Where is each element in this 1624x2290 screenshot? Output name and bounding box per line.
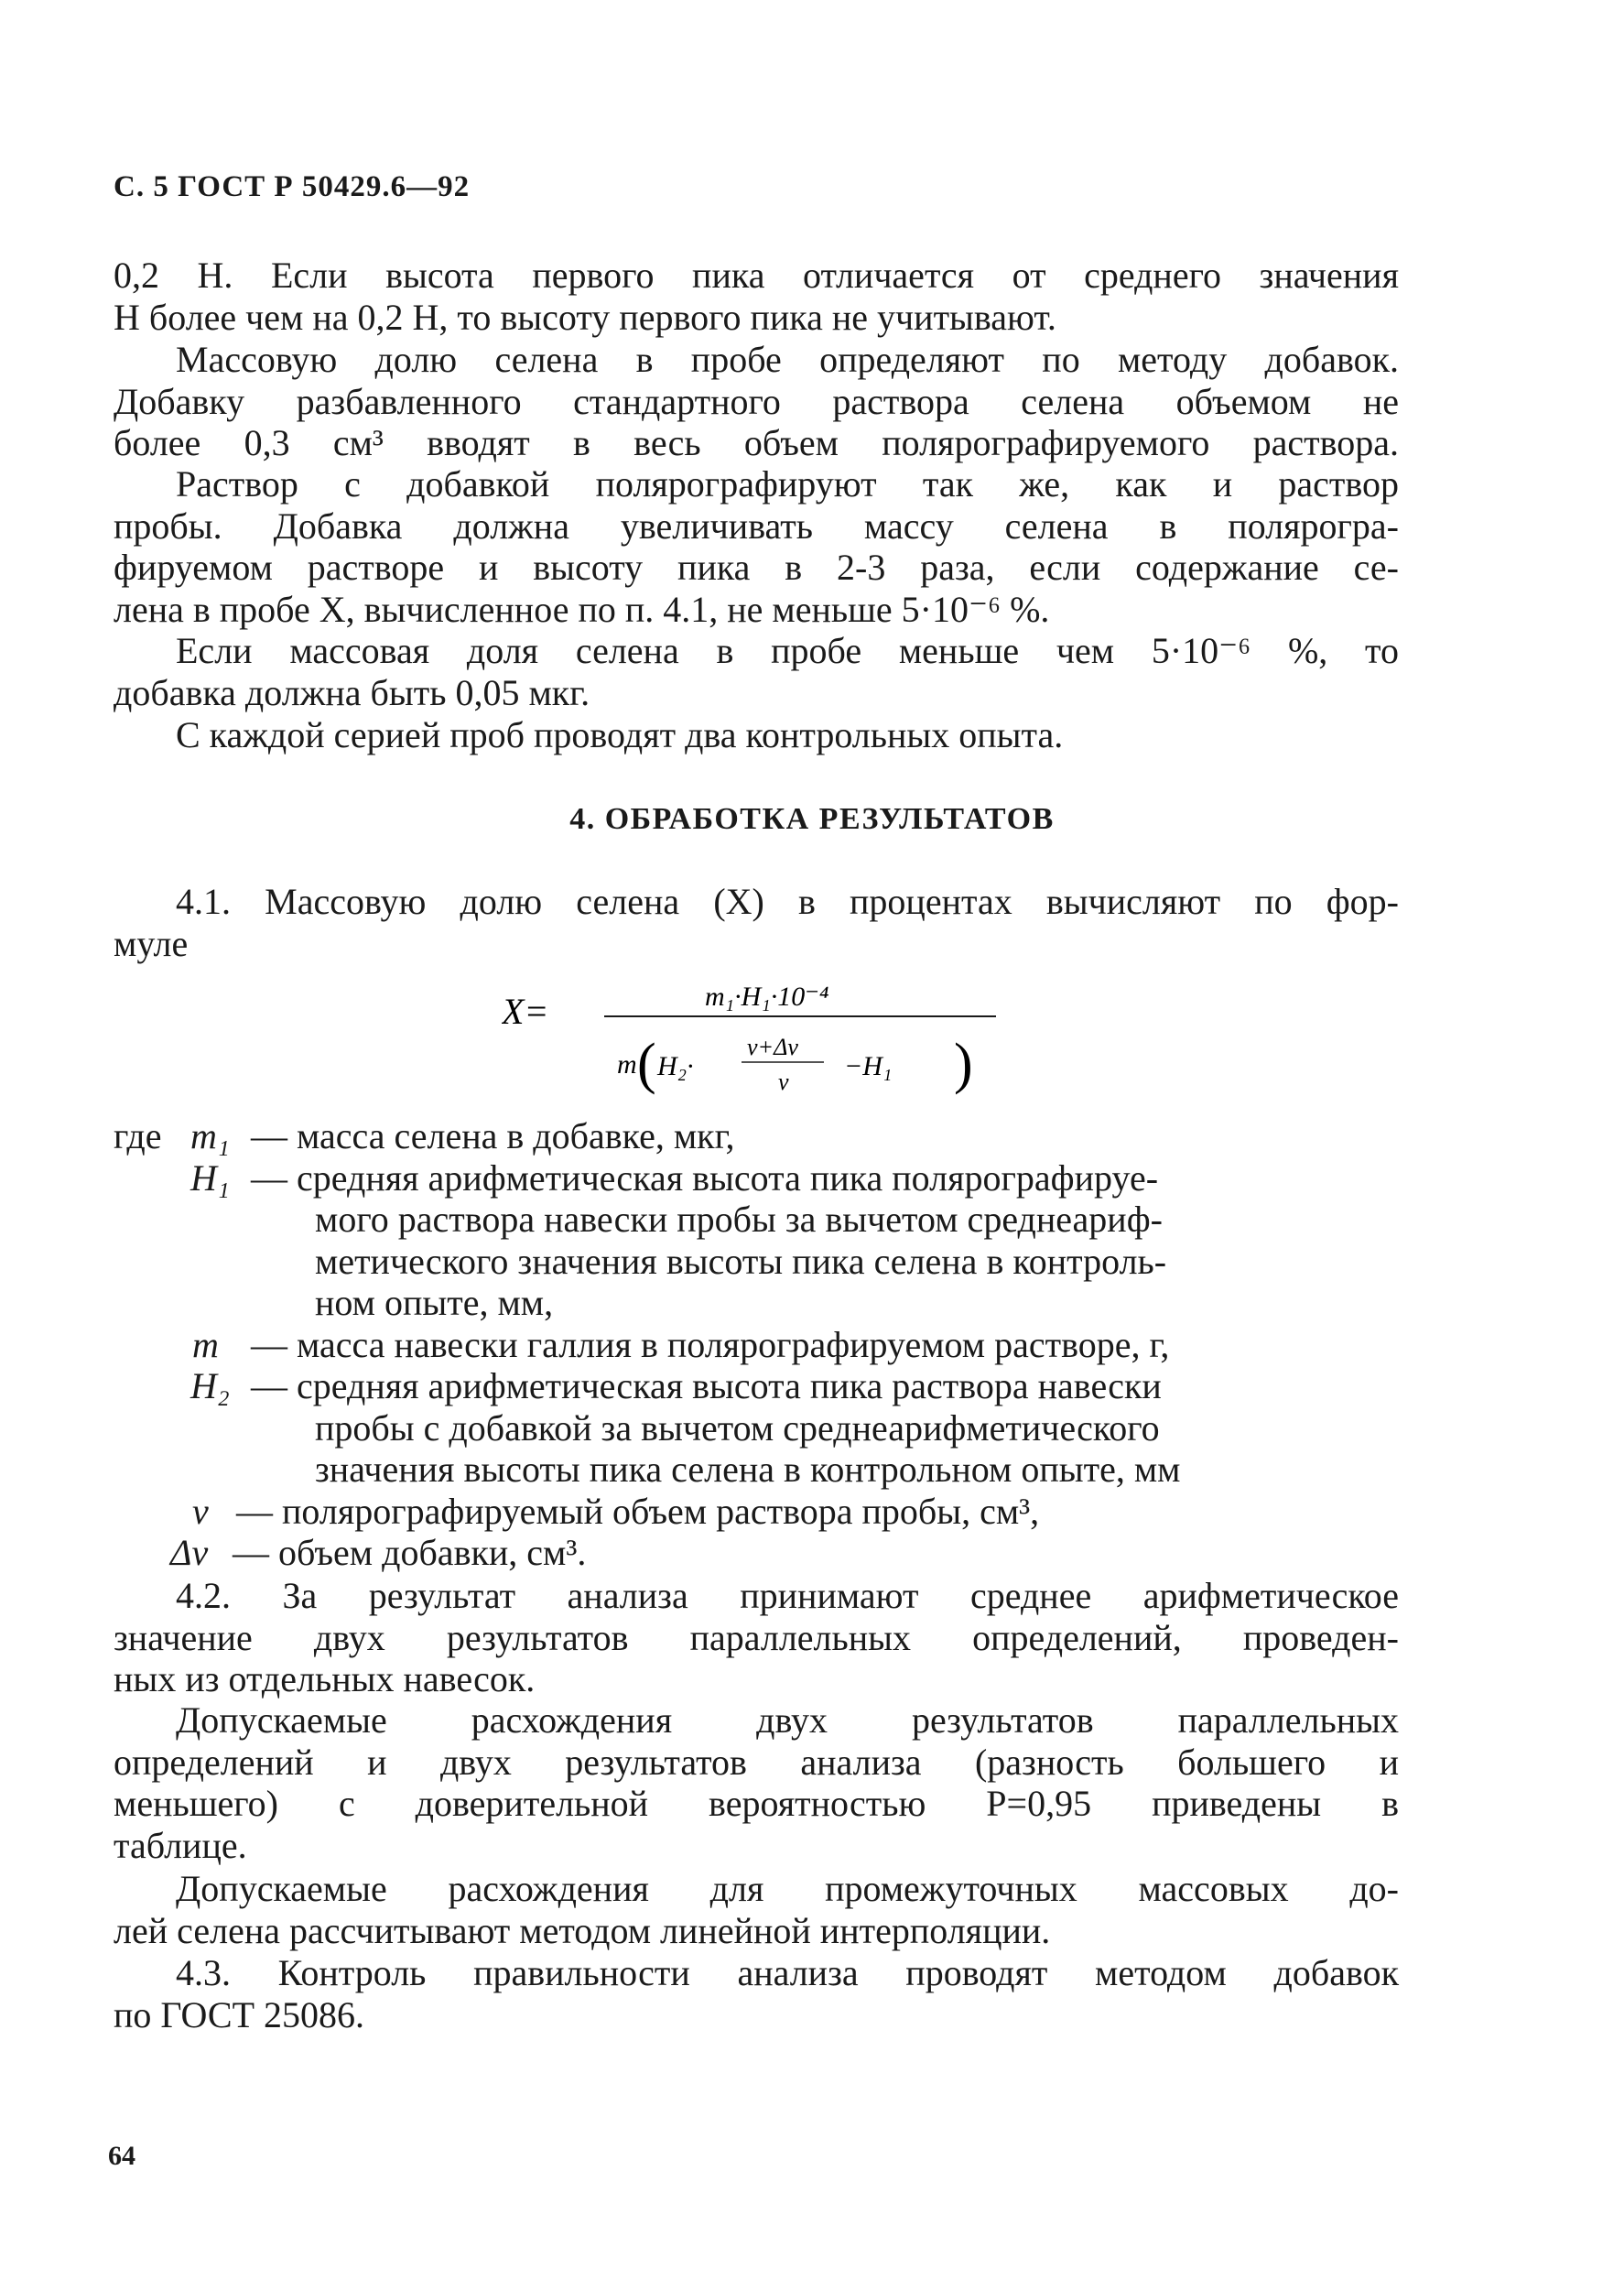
formula-numerator: m₁·H₁·10⁻⁴: [705, 982, 829, 1012]
definition-text: пробы с добавкой за вычетом среднеарифметического: [315, 1406, 1160, 1449]
text-line: H более чем на 0,2 H, то высоту первого пика не учитывают.: [114, 296, 1056, 338]
definition-row: [114, 1115, 1413, 1157]
definition-text: метического значения высоты пика селена в контроль-: [315, 1240, 1167, 1282]
formula-inner-numerator: v+Δv: [747, 1034, 798, 1060]
formula-den-minus: −H₁: [844, 1051, 893, 1081]
definition-text: значения высоты пика селена в контрольном опыте, мм: [315, 1449, 1181, 1490]
definition-text: — масса селена в добавке, мкг,: [251, 1115, 735, 1156]
definition-symbol: Δv: [170, 1532, 209, 1573]
text-line: Если массовая доля селена в пробе меньше чем 5·10⁻⁶ %, то: [176, 630, 1399, 671]
text-line: ных из отдельных навесок.: [114, 1658, 536, 1699]
paragraph-tolerances: [114, 1699, 1399, 1866]
paragraph-low-selenium: [114, 630, 1399, 713]
text-line: муле: [114, 922, 189, 964]
definition-symbol: H₁: [190, 1156, 230, 1199]
definition-row: [114, 1157, 1413, 1324]
definition-text: — полярографируемый объем раствора пробы, см³,: [236, 1490, 1040, 1532]
text-line: С каждой серией проб проводят два контрольных опыта.: [176, 714, 1064, 755]
definition-text: мого раствора навески пробы за вычетом среднеариф-: [315, 1199, 1163, 1240]
text-line: более 0,3 см³ вводят в весь объем полярографируемого раствора.: [114, 422, 1399, 463]
definition-text: — средняя арифметическая высота пика раствора навески: [251, 1365, 1162, 1406]
section-title: 4. ОБРАБОТКА РЕЗУЛЬТАТОВ: [569, 802, 1055, 836]
definition-symbol: m₁: [190, 1115, 230, 1156]
definitions-list: [114, 1115, 1413, 1574]
text-line: меньшего) с доверительной вероятностью P=0,95 приведены в: [114, 1783, 1399, 1824]
text-line: Массовую долю селена в пробе определяют по методу добавок.: [176, 339, 1399, 380]
formula-inner-denominator: v: [778, 1069, 789, 1095]
definition-symbol: v: [192, 1490, 209, 1532]
text-line: 0,2 H. Если высота первого пика отличается от среднего значения: [114, 255, 1399, 296]
definition-text: — объем добавки, см³.: [233, 1532, 587, 1573]
clause-4-3: [114, 1952, 1399, 2035]
paragraph-control-runs: [114, 714, 1399, 756]
text-line: 4.1. Массовую долю селена (X) в процентах вычисляют по фор-: [176, 881, 1399, 922]
text-line: Допускаемые расхождения для промежуточных массовых до-: [176, 1868, 1399, 1909]
text-line: значение двух результатов параллельных определений, проведен-: [114, 1616, 1399, 1658]
clause-4-2: [114, 1575, 1399, 1700]
text-line: лена в пробе X, вычисленное по п. 4.1, не меньше 5·10⁻⁶ %.: [114, 588, 1050, 630]
definition-symbol: m: [192, 1323, 219, 1365]
text-line: Раствор с добавкой полярографируют так же, как и раствор: [176, 463, 1399, 505]
formula-lhs: X=: [502, 991, 549, 1032]
definition-text: ном опыте, мм,: [315, 1282, 554, 1323]
formula-right-paren: ): [954, 1033, 973, 1095]
page-header: С. 5 ГОСТ Р 50429.6—92: [114, 170, 471, 203]
text-line: Допускаемые расхождения двух результатов параллельных: [176, 1699, 1399, 1741]
selenium-formula: [502, 971, 1014, 1099]
text-line: определений и двух результатов анализа (разность большего и: [114, 1741, 1399, 1783]
text-line: таблице.: [114, 1824, 247, 1866]
definition-symbol: H₂: [190, 1365, 230, 1406]
text-line: фируемом растворе и высоту пика в 2-3 раза, если содержание се-: [114, 547, 1399, 588]
definition-row: [114, 1532, 1413, 1574]
formula-den-h2: H₂·: [657, 1051, 694, 1081]
clause-4-1: [114, 881, 1399, 964]
text-line: 4.3. Контроль правильности анализа проводят методом добавок: [176, 1952, 1399, 1993]
paragraph-interpolation: [114, 1868, 1399, 1951]
text-line: пробы. Добавка должна увеличивать массу селена в полярогра-: [114, 505, 1399, 547]
text-line: 4.2. За результат анализа принимают среднее арифметическое: [176, 1575, 1399, 1616]
definition-text: — масса навески галлия в полярографируемом растворе, г,: [251, 1323, 1170, 1365]
paragraph-addition-method: [114, 339, 1399, 464]
text-line: по ГОСТ 25086.: [114, 1993, 365, 2035]
definition-row: [114, 1324, 1413, 1366]
paragraph-polarography: [114, 463, 1399, 630]
definition-text: — средняя арифметическая высота пика полярографируе-: [251, 1156, 1159, 1199]
where-label: где: [114, 1115, 162, 1156]
definition-row: [114, 1491, 1413, 1533]
text-line: лей селена рассчитывают методом линейной интерполяции.: [114, 1909, 1051, 1951]
formula-left-paren: (: [637, 1033, 656, 1095]
page-number: 64: [108, 2141, 135, 2171]
paragraph-continuation: [114, 255, 1399, 338]
text-line: Добавку разбавленного стандартного раствора селена объемом не: [114, 380, 1399, 422]
text-line: добавка должна быть 0,05 мкг.: [114, 671, 590, 713]
definition-row: [114, 1365, 1413, 1491]
formula-den-m: m: [617, 1049, 637, 1080]
